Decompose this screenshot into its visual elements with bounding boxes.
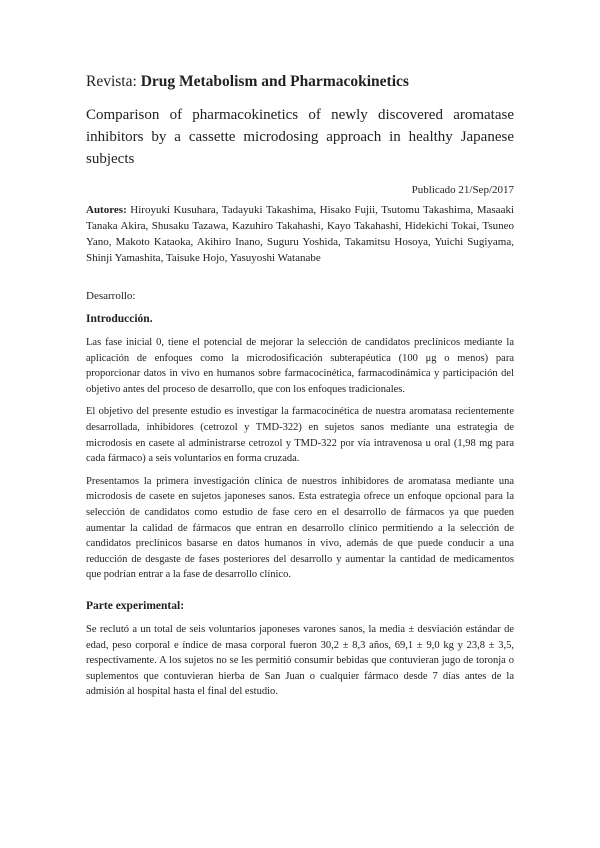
authors-label: Autores: xyxy=(86,204,127,216)
intro-paragraph-2: El objetivo del presente estudio es investigar la farmacocinética de nuestra aromatasa recientemente desarrollada, inhibidores (cetrozol y TMD-322) en sujetos sanos mediante una estrategia de microdosis en casete al administrarse cetrozol y TMD-322 por vía intravenosa u oral (1,98 mg para cada fármaco) a seis voluntarios en forma cruzada. xyxy=(86,406,514,465)
journal-line xyxy=(86,72,514,92)
published-date: Publicado 21/Sep/2017 xyxy=(411,184,514,196)
intro-paragraph-1: Las fase inicial 0, tiene el potencial de mejorar la selección de candidatos preclínicos mediante la aplicación de enfoques como la microdosificación subterapéutica (100 μg o menos) para proporcionar datos in vivo en humanos sobre farmacocinética, farmacodinámica y participación del objetivo antes del proceso de desarrollo, que con los enfoques tradicionales. xyxy=(86,337,514,395)
article-title: Comparison of pharmacokinetics of newly discovered aromatase inhibitors by a cassette microdosing approach in healthy Japanese subjects xyxy=(86,107,514,167)
section-label: Desarrollo: xyxy=(86,290,136,302)
experimental-paragraph-1: Se reclutó a un total de seis voluntarios japoneses varones sanos, la media ± desviación estándar de edad, peso corporal e índice de masa corporal fueron 30,2 ± 8,3 años, 69,1 ± 9,0 kg y 23,8 ± 3,5, respectivamente. A los sujetos no se les permitió consumir bebidas que contuvieran jugo de toronja o suplementos que contuvieran hierba de San Juan o cualquier fármaco desde 7 días antes de la admisión al hospital hasta el final del estudio. xyxy=(86,623,514,698)
intro-heading: Introducción. xyxy=(86,313,153,325)
journal-prefix: Revista: xyxy=(86,73,141,90)
authors-block xyxy=(86,202,514,266)
authors-list: Hiroyuki Kusuhara, Tadayuki Takashima, Hisako Fujii, Tsutomu Takashima, Masaaki Tanaka Akira, Shusaku Tazawa, Kazuhiro Takahashi, Kayo Takahashi, Hidekichi Tokai, Tsuneo Yano, Makoto Kataoka, Akihiro Inano, Suguru Yoshida, Takamitsu Hosoya, Yuichi Sugiyama, Shinji Yamashita, Taisuke Hojo, Yasuyoshi Watanabe xyxy=(86,204,515,264)
spacer xyxy=(86,590,514,598)
experimental-heading: Parte experimental: xyxy=(86,599,185,612)
intro-paragraph-3: Presentamos la primera investigación clínica de nuestros inhibidores de aromatasa mediante una microdosis de casete en sujetos japoneses sanos. Esta estrategia ofrece un enfoque opcional para la selección de candidatos como estudio de fase cero en el desarrollo de fármacos ya que pueden aumentar la calidad de fármacos que entran en desarrollo clínico permitiendo a la selección de candidatos preclínicos basarse en datos humanos in vivo, además de que puede conducir a una reducción de desgaste de fases posteriores del desarrollo y aumentar la cantidad de medicamentos que podrían entrar a la fase de desarrollo clínico. xyxy=(86,475,514,581)
journal-name: Drug Metabolism and Pharmacokinetics xyxy=(140,73,409,90)
